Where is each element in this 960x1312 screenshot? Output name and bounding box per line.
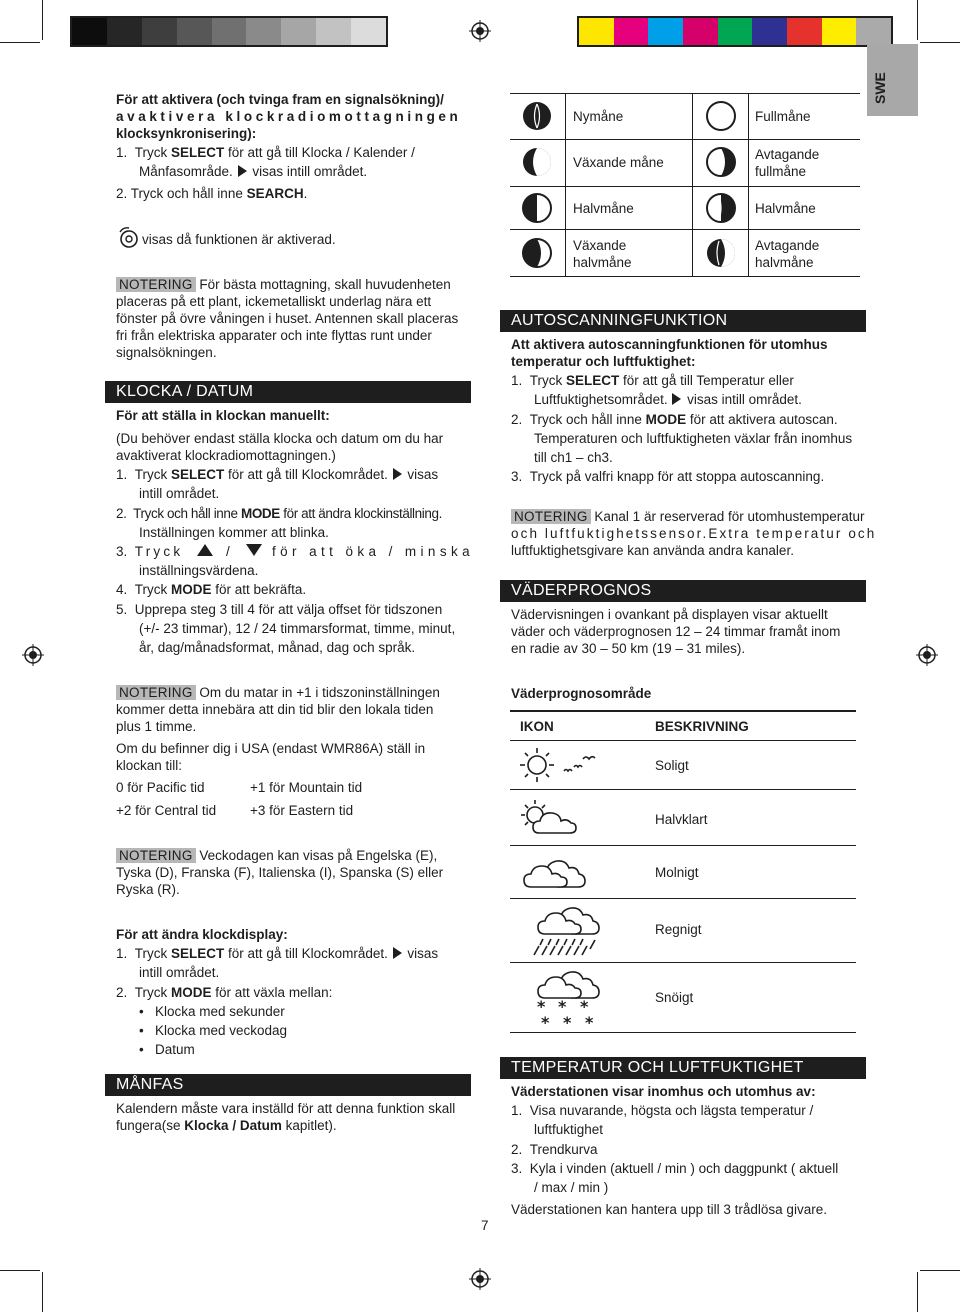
- note-tag: NOTERING: [511, 509, 591, 524]
- step-line: 1. Tryck SELECT för att gå till Temperatur eller: [511, 373, 794, 388]
- new-moon-icon: [521, 100, 553, 132]
- waning-crescent-icon: [705, 237, 737, 269]
- color-swatch: [142, 18, 177, 45]
- signal-reception-icon: [117, 226, 140, 249]
- note-line: luftfuktighetsgivare kan använda andra kanaler.: [511, 543, 794, 558]
- note-line: NOTERING Kanal 1 är reserverad för utomhustemperatur: [511, 508, 865, 525]
- intro-line: För att aktivera (och tvinga fram en signalsökning)/: [116, 92, 444, 107]
- forecast-col-header: IKON: [520, 719, 554, 734]
- section-header-clock: KLOCKA / DATUM: [105, 381, 471, 403]
- step-line: år, dag/månadsformat, månad, dag och språk.: [139, 640, 416, 655]
- note-line: plus 1 timme.: [116, 719, 197, 734]
- color-swatch: [107, 18, 142, 45]
- arrow-down-icon: [245, 543, 263, 557]
- step-line: 2. Tryck och håll inne MODE för att aktivera autoscan.: [511, 412, 838, 427]
- section-header-temperature: TEMPERATUR OCH LUFTFUKTIGHET: [500, 1057, 866, 1079]
- forecast-table-rule: [510, 789, 856, 790]
- note-line: fönster på övre våningen i huset. Antennen skall placeras: [116, 311, 459, 326]
- subheading: Väderprognosområde: [511, 686, 652, 701]
- color-swatch: [718, 18, 753, 45]
- forecast-label: Molnigt: [655, 865, 699, 880]
- forecast-table-rule: [510, 845, 856, 846]
- intro-line: avaktivera klockradiomottagningen: [116, 109, 462, 124]
- moon-label: fullmåne: [755, 164, 807, 179]
- active-indicator-text: visas då funktionen är aktiverad.: [142, 232, 336, 247]
- crop-mark: [917, 0, 918, 40]
- paragraph-line: väder och väderprognosen 12 – 24 timmar framåt inom: [511, 624, 841, 639]
- arrow-right-icon: [393, 468, 402, 480]
- bullet-item: • Klocka med sekunder: [139, 1004, 285, 1019]
- moon-label: Halvmåne: [755, 201, 816, 216]
- moon-table-rule: [510, 139, 860, 140]
- moon-label: Fullmåne: [755, 109, 811, 124]
- cloudy-icon: [517, 851, 597, 893]
- step-line: 2. Tryck och håll inne SEARCH.: [116, 186, 308, 201]
- moon-label: Avtagande: [755, 238, 820, 253]
- svg-text:*: *: [580, 997, 589, 1016]
- step-line: 4. Tryck MODE för att bekräfta.: [116, 582, 307, 597]
- note-line: NOTERING Veckodagen kan visas på Engelska (E),: [116, 847, 437, 864]
- moon-label: halvmåne: [573, 255, 632, 270]
- step-line: intill området.: [139, 486, 220, 501]
- moon-table-rule: [510, 186, 860, 187]
- bullet-item: • Datum: [139, 1042, 195, 1057]
- step-line: 3. Tryck på valfri knapp för att stoppa autoscanning.: [511, 469, 825, 484]
- crop-mark: [920, 42, 960, 43]
- step-line: Luftfuktighetsområdet. visas intill området.: [534, 392, 802, 407]
- svg-text:*: *: [585, 1013, 594, 1030]
- section-header-moonphase: MÅNFAS: [105, 1074, 471, 1096]
- color-swatch: [683, 18, 718, 45]
- moon-label: Avtagande: [755, 147, 820, 162]
- moon-table-divider: [748, 93, 749, 276]
- step-line: Temperaturen och luftfuktigheten växlar från inomhus: [534, 431, 853, 446]
- paragraph-line: en radie av 30 – 50 km (19 – 31 miles).: [511, 641, 746, 656]
- color-swatch: [281, 18, 316, 45]
- arrow-right-icon: [672, 393, 681, 405]
- crop-mark: [920, 1270, 960, 1271]
- moon-table-rule: [510, 229, 860, 230]
- note-tag: NOTERING: [116, 848, 196, 863]
- forecast-col-header: BESKRIVNING: [655, 719, 749, 734]
- color-swatch: [787, 18, 822, 45]
- step-line: inställningsvärdena.: [139, 563, 259, 578]
- paragraph-line: avaktiverat klockradiomottagningen.): [116, 448, 336, 463]
- moon-table-divider: [565, 93, 566, 276]
- subheading: För att ställa in klockan manuellt:: [116, 408, 330, 423]
- color-swatch: [579, 18, 614, 45]
- note-line: fri från elektriska apparater och inte flyttas runt under: [116, 328, 432, 343]
- language-tab-label: SWE: [872, 72, 888, 104]
- moon-label: halvmåne: [755, 255, 814, 270]
- registration-mark-icon: [469, 20, 491, 42]
- forecast-label: Snöigt: [655, 990, 694, 1005]
- forecast-label: Halvklart: [655, 812, 708, 827]
- registration-mark-icon: [916, 644, 938, 666]
- snowy-icon: [517, 966, 607, 1030]
- language-tab: [867, 44, 918, 116]
- section-header-forecast: VÄDERPROGNOS: [500, 580, 866, 602]
- forecast-label: Soligt: [655, 758, 689, 773]
- note-tag: NOTERING: [116, 685, 196, 700]
- step-line: Inställningen kommer att blinka.: [139, 525, 329, 540]
- moon-table-rule: [510, 93, 860, 94]
- subheading: temperatur och luftfuktighet:: [511, 354, 696, 369]
- paragraph-line: klockan till:: [116, 758, 183, 773]
- forecast-table-rule: [510, 740, 856, 741]
- color-swatch: [614, 18, 649, 45]
- note-line: placeras på ett plant, ickemetalliskt underlag nära ett: [116, 294, 432, 309]
- note-line: kommer detta innebära att din tid blir den lokala tiden: [116, 702, 434, 717]
- step-line: /: [226, 544, 230, 559]
- step-line: 1. Tryck SELECT för att gå till Klockområdet. visas: [116, 467, 439, 482]
- color-swatch: [177, 18, 212, 45]
- step-line: luftfuktighet: [534, 1122, 604, 1137]
- waxing-crescent-icon: [521, 237, 553, 269]
- moon-label: Växande: [573, 238, 627, 253]
- note-line: signalsökningen.: [116, 345, 217, 360]
- note-line: Tyska (D), Franska (F), Italienska (I), Spanska (S) eller: [116, 865, 444, 880]
- note-line: NOTERING Om du matar in +1 i tidszoninställningen: [116, 684, 440, 701]
- timezone-item: +2 för Central tid: [116, 803, 217, 818]
- svg-text:*: *: [541, 1013, 550, 1030]
- note-line: Ryska (R).: [116, 882, 180, 897]
- registration-mark-icon: [22, 644, 44, 666]
- moon-label: Växande måne: [573, 155, 664, 170]
- color-swatch: [822, 18, 857, 45]
- step-line: intill området.: [139, 965, 220, 980]
- color-swatch: [752, 18, 787, 45]
- step-line: till ch1 – ch3.: [534, 450, 613, 465]
- step-line: 2. Trendkurva: [511, 1142, 598, 1157]
- note-line: NOTERING För bästa mottagning, skall huvudenheten: [116, 276, 451, 293]
- forecast-table-rule: [510, 710, 856, 712]
- step-line: 1. Visa nuvarande, högsta och lägsta temperatur /: [511, 1103, 814, 1118]
- step-line: 3. Kyla i vinden (aktuell / min ) och daggpunkt ( aktuell: [511, 1161, 839, 1176]
- crop-mark: [917, 1272, 918, 1312]
- timezone-item: +1 för Mountain tid: [250, 780, 363, 795]
- full-moon-icon: [705, 100, 737, 132]
- moon-label: Nymåne: [573, 109, 624, 124]
- svg-text:*: *: [563, 1013, 572, 1030]
- first-quarter-icon: [521, 192, 553, 224]
- bullet-item: • Klocka med veckodag: [139, 1023, 288, 1038]
- step-line: 3. Tryck: [116, 544, 184, 559]
- color-swatch: [351, 18, 386, 45]
- crop-mark: [42, 1272, 43, 1312]
- moon-table-divider: [692, 93, 693, 276]
- section-header-autoscan: AUTOSCANNINGFUNKTION: [500, 310, 866, 332]
- step-line: för att öka / minska: [272, 544, 475, 559]
- arrow-up-icon: [196, 543, 214, 557]
- step-line: / max / min ): [534, 1180, 609, 1195]
- svg-text:*: *: [558, 997, 567, 1016]
- sunny-icon: [517, 745, 597, 785]
- color-swatch: [648, 18, 683, 45]
- paragraph-line: Väderstationen kan hantera upp till 3 trådlösa givare.: [511, 1202, 827, 1217]
- forecast-label: Regnigt: [655, 922, 702, 937]
- timezone-item: 0 för Pacific tid: [116, 780, 205, 795]
- intro-line: klocksynkronisering):: [116, 126, 257, 141]
- partly-cloudy-icon: [517, 797, 597, 839]
- color-swatch: [72, 18, 107, 45]
- paragraph-line: Kalendern måste vara inställd för att denna funktion skall: [116, 1101, 456, 1116]
- step-line: 1. Tryck SELECT för att gå till Klocka / Kalender /: [116, 145, 415, 160]
- subheading: Att aktivera autoscanningfunktionen för utomhus: [511, 337, 828, 352]
- arrow-right-icon: [393, 947, 402, 959]
- moon-label: Halvmåne: [573, 201, 634, 216]
- forecast-table-rule: [510, 962, 856, 963]
- step-line: 2. Tryck MODE för att växla mellan:: [116, 985, 333, 1000]
- forecast-table-rule: [510, 1032, 856, 1033]
- page-number: 7: [481, 1218, 489, 1233]
- waxing-gibbous-icon: [521, 146, 553, 178]
- subheading: För att ändra klockdisplay:: [116, 927, 288, 942]
- color-swatch: [316, 18, 351, 45]
- step-line: Månfasområde. visas intill området.: [139, 164, 368, 179]
- step-line: 1. Tryck SELECT för att gå till Klockområdet. visas: [116, 946, 439, 961]
- step-line: (+/- 23 timmar), 12 / 24 timmarsformat, timme, minut,: [139, 621, 456, 636]
- registration-mark-icon: [469, 1268, 491, 1290]
- waning-gibbous-icon: [705, 146, 737, 178]
- step-line: 5. Upprepa steg 3 till 4 för att välja offset för tidszonen: [116, 602, 443, 617]
- color-swatch: [212, 18, 247, 45]
- crop-mark: [42, 0, 43, 40]
- note-tag: NOTERING: [116, 277, 196, 292]
- color-swatch-strip: [577, 16, 893, 47]
- step-line: 2. Tryck och håll inne MODE för att ändra klockinställning.: [116, 506, 442, 521]
- color-swatch: [246, 18, 281, 45]
- last-quarter-icon: [705, 192, 737, 224]
- paragraph-line: Om du befinner dig i USA (endast WMR86A) ställ in: [116, 741, 426, 756]
- moon-table-rule: [510, 276, 860, 277]
- crop-mark: [0, 42, 40, 43]
- forecast-table-rule: [510, 898, 856, 899]
- timezone-item: +3 för Eastern tid: [250, 803, 354, 818]
- svg-text:*: *: [537, 997, 546, 1016]
- paragraph-line: Vädervisningen i ovankant på displayen visar aktuellt: [511, 607, 828, 622]
- color-swatch: [856, 18, 891, 45]
- subheading: Väderstationen visar inomhus och utomhus av:: [511, 1084, 816, 1099]
- gray-swatch-strip: [70, 16, 388, 47]
- note-line: och luftfuktighetssensor.Extra temperatur och: [511, 526, 877, 541]
- paragraph-line: (Du behöver endast ställa klocka och datum om du har: [116, 431, 444, 446]
- rainy-icon: [517, 902, 607, 960]
- crop-mark: [0, 1270, 40, 1271]
- arrow-right-icon: [238, 165, 247, 177]
- paragraph-line: fungera(se Klocka / Datum kapitlet).: [116, 1118, 337, 1133]
